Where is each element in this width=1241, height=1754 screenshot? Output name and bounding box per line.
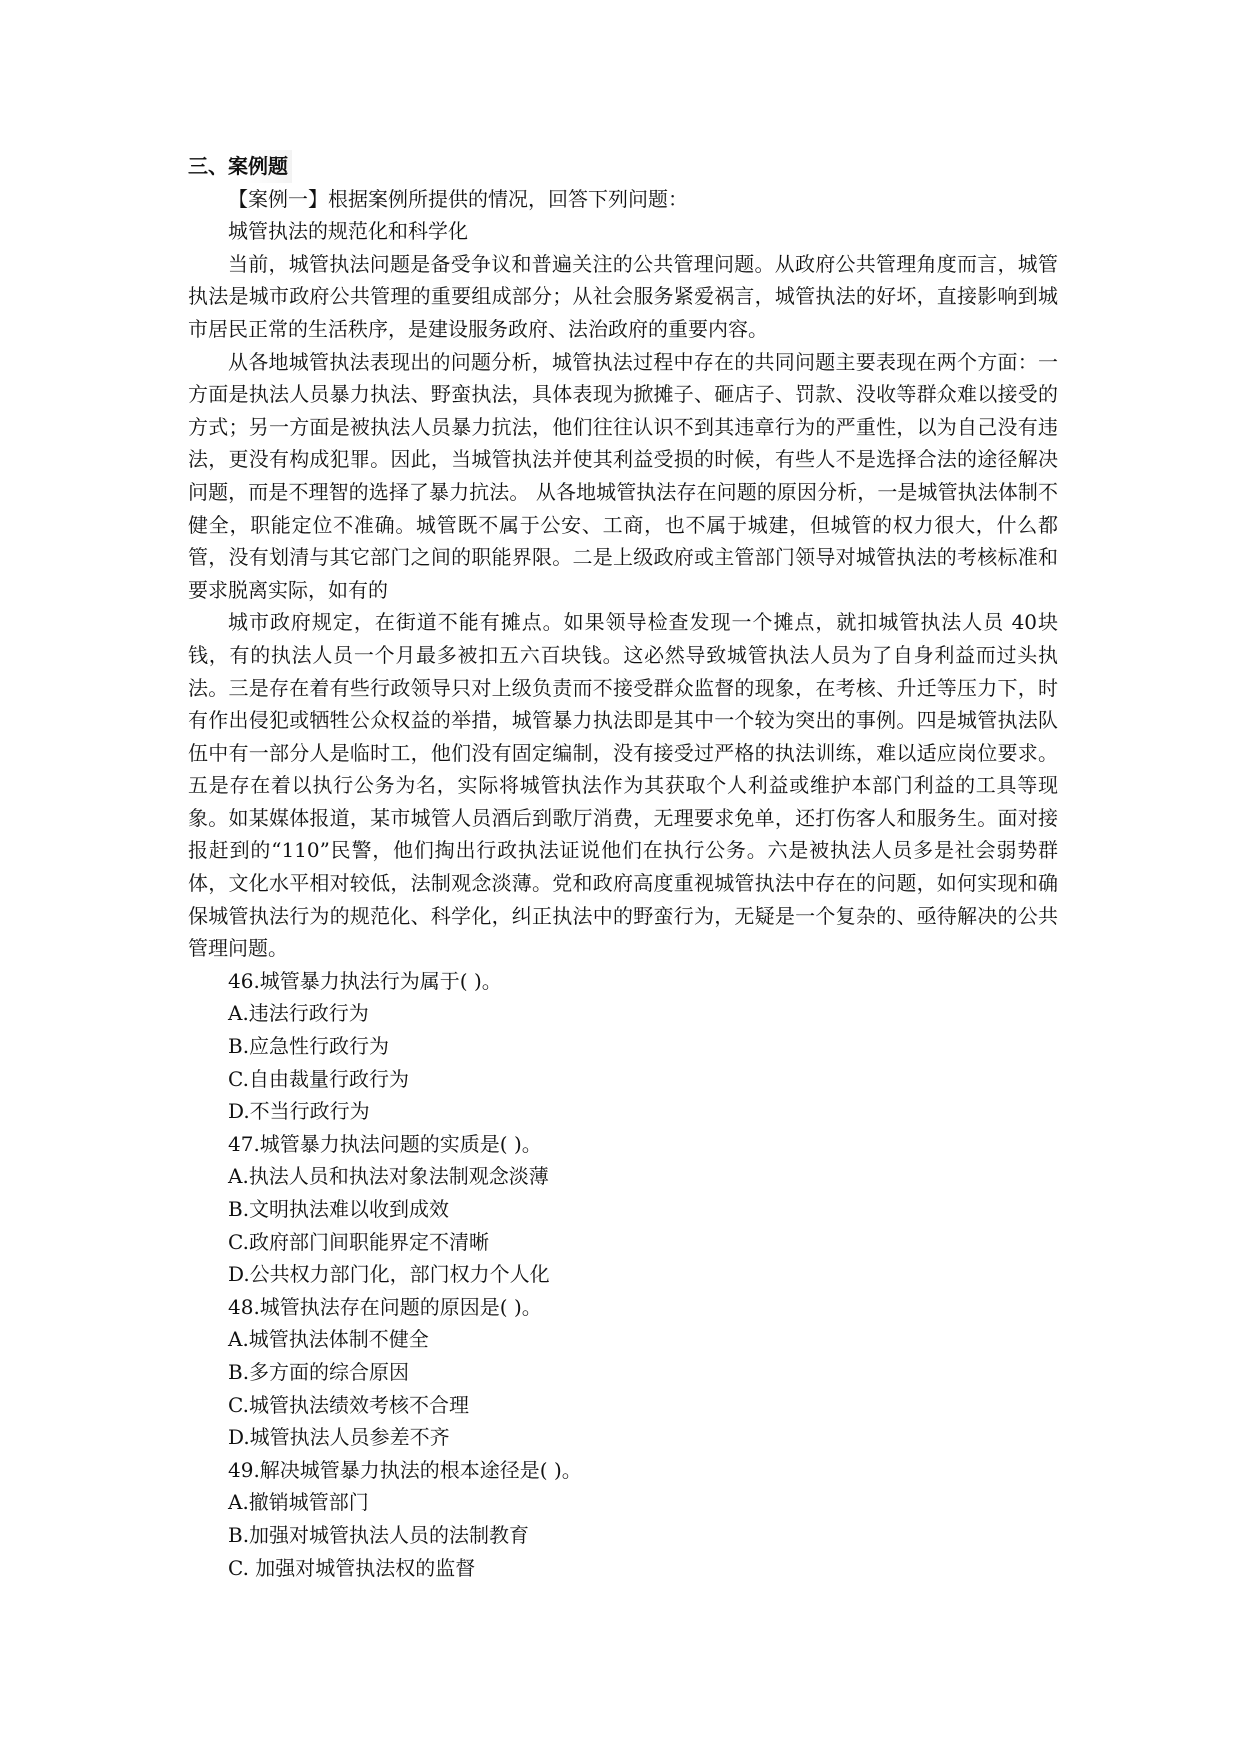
question-option: D.不当行政行为: [228, 1099, 370, 1124]
question-47: [188, 1128, 1058, 1291]
question-option: A.撤销城管部门: [228, 1490, 369, 1515]
question-stem: 49.解决城管暴力执法的根本途径是( )。: [228, 1457, 582, 1482]
question-stem: 48.城管执法存在问题的原因是( )。: [228, 1294, 542, 1319]
case-intro: 【案例一】根据案例所提供的情况，回答下列问题：: [228, 186, 688, 211]
question-48: [188, 1291, 1058, 1454]
question-option: B.加强对城管执法人员的法制教育: [228, 1522, 530, 1547]
case-paragraph: 从各地城管执法表现出的问题分析，城管执法过程中存在的共同问题主要表现在两个方面：一方面是执法人员暴力执法、野蛮执法，具体表现为掀摊子、砸店子、罚款、没收等群众难以接受的方式；另一方面是被执法人员暴力抗法，他们往往认识不到其违章行为的严重性，以为自己没有违法，更没有构成犯罪。因此，当城管执法并使其利益受损的时候，有些人不是选择合法的途径解决问题，而是不理智的选择了暴力抗法。 从各地城管执法存在问题的原因分析，一是城管执法体制不健全，职能定位不准确。城管既不属于公安、工商，也不属于城建，但城管的权力很大，什么都管，没有划清与其它部门之间的职能界限。二是上级政府或主管部门领导对城管执法的考核标准和要求脱离实际，如有的: [188, 349, 1058, 602]
question-stem: 46.城管暴力执法行为属于( )。: [228, 968, 502, 993]
question-option: B.多方面的综合原因: [228, 1359, 410, 1384]
question-option: D.公共权力部门化，部门权力个人化: [228, 1262, 550, 1287]
question-option: C. 加强对城管执法权的监督: [228, 1555, 476, 1580]
question-option: B.应急性行政行为: [228, 1034, 390, 1059]
question-46: [188, 965, 1058, 1128]
question-option: C.政府部门间职能界定不清晰: [228, 1229, 489, 1254]
question-option: A.违法行政行为: [228, 1001, 369, 1026]
question-option: A.执法人员和执法对象法制观念淡薄: [228, 1164, 549, 1189]
question-option: D.城管执法人员参差不齐: [228, 1425, 450, 1450]
section-heading: 三、案例题: [188, 150, 292, 183]
question-option: C.城管执法绩效考核不合理: [228, 1392, 469, 1417]
section-heading-row: [188, 150, 1058, 183]
case-title: 城管执法的规范化和科学化: [228, 219, 468, 244]
question-option: B.文明执法难以收到成效: [228, 1197, 450, 1221]
question-stem: 47.城管暴力执法问题的实质是( )。: [228, 1131, 542, 1156]
question-option: C.自由裁量行政行为: [228, 1066, 409, 1091]
document-page: [188, 150, 1058, 1584]
case-paragraph: 城市政府规定，在街道不能有摊点。如果领导检查发现一个摊点，就扣城管执法人员 40块钱，有的执法人员一个月最多被扣五六百块钱。这必然导致城管执法人员为了自身利益而过头执法。三是存在着有些行政领导只对上级负责而不接受群众监督的现象，在考核、升迁等压力下，时有作出侵犯或牺牲公众权益的举措，城管暴力执法即是其中一个较为突出的事例。四是城管执法队伍中有一部分人是临时工，他们没有固定编制，没有接受过严格的执法训练，难以适应岗位要求。五是存在着以执行公务为名，实际将城管执法作为其获取个人利益或维护本部门利益的工具等现象。如某媒体报道，某市城管人员酒后到歌厅消费，无理要求免单，还打伤客人和服务生。面对接报赶到的“110”民警，他们掏出行政执法证说他们在执行公务。六是被执法人员多是社会弱势群体，文化水平相对较低，法制观念淡薄。党和政府高度重视城管执法中存在的问题，如何实现和确保城管执法行为的规范化、科学化，纠正执法中的野蛮行为，无疑是一个复杂的、亟待解决的公共管理问题。: [188, 610, 1058, 961]
question-49: [188, 1454, 1058, 1584]
case-paragraph: 当前，城管执法问题是备受争议和普遍关注的公共管理问题。从政府公共管理角度而言，城管执法是城市政府公共管理的重要组成部分；从社会服务紧爱祸言，城管执法的好坏，直接影响到城市居民正常的生活秩序，是建设服务政府、法治政府的重要内容。: [188, 251, 1058, 341]
question-option: A.城管执法体制不健全: [228, 1327, 429, 1352]
